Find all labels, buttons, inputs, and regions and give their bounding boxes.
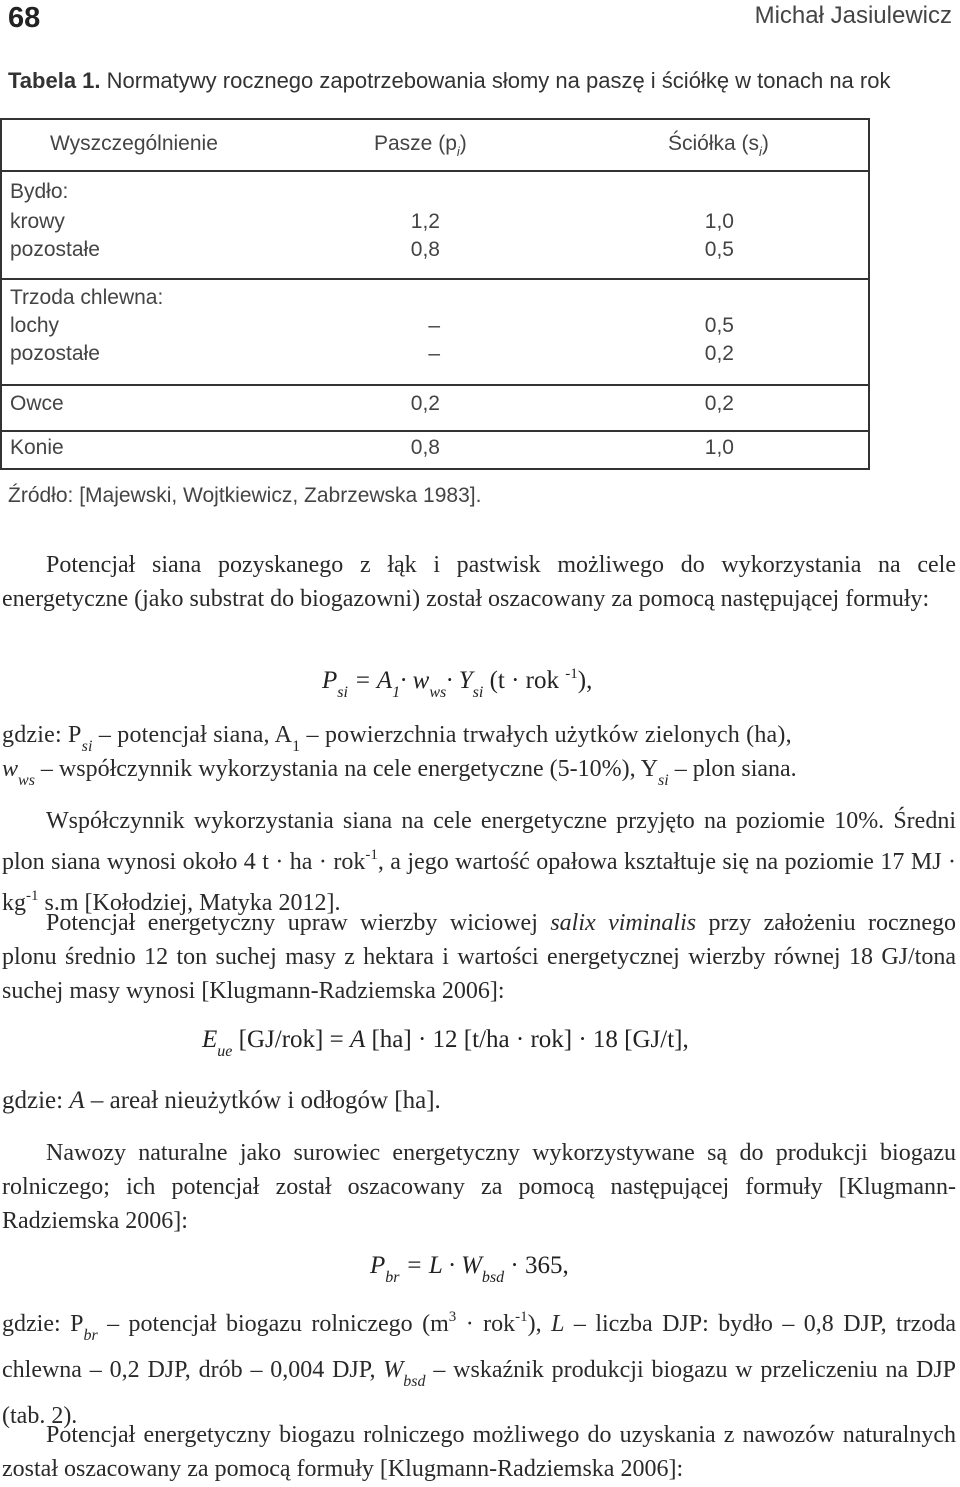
- formula-hay: $P_{si} = A_1\cdot w_{ws}\cdot Y_{si}$ (t · rok $^{-1}$),: [322, 666, 593, 701]
- cell-feed: –: [428, 342, 440, 365]
- formula-willow: $E_{ue}$ [GJ/rok] = A [ha] · 12 [t/ha · rok] · 18 [GJ/t],: [202, 1026, 689, 1060]
- table-row-sheep: [2, 384, 868, 432]
- table-caption-text: Normatywy rocznego zapotrzebowania słomy na paszę i ściółkę w tonach na rok: [106, 68, 891, 93]
- col-header-bedding: Ściółka $(s_i)$: [668, 132, 769, 159]
- table-label: Tabela 1.: [8, 68, 101, 93]
- straw-norms-table: [0, 118, 870, 470]
- table-caption: [8, 68, 890, 94]
- page-header: [0, 0, 960, 40]
- cell-feed: 0,8: [410, 436, 440, 459]
- cell-feed: 0,2: [410, 392, 440, 415]
- cell-feed: 0,8: [410, 238, 440, 261]
- running-author: Michał Jasiulewicz: [754, 2, 952, 29]
- paragraph-hay-yield: Współczynnik wykorzystania siana na cele energetyczne przyjęto na poziomie 10%. Średni plon siana wynosi około 4 t · ha · rok$^{-1}$, a jego wartość opałowa kształtuje się na poziomie 17 MJ · $kg^{-1}$ s.m [Kołodziej, Matyka 2012].: [2, 808, 956, 916]
- cell-bedding: 0,5: [704, 238, 734, 261]
- paragraph-biogas-potential: Potencjał energetyczny biogazu rolniczego możliwego do uzyskania z nawozów naturalnych został oszacowany za pomocą formuły [Klugmann-Radziemska 2006]:: [2, 1422, 956, 1482]
- row-label: Owce: [10, 392, 64, 415]
- paragraph-manure: Nawozy naturalne jako surowiec energetyczny wykorzystywane są do produkcji biogazu rolniczego; ich potencjał został oszacowany za pomocą następującej formuły [Klugmann-Radziemska 2006]:: [2, 1140, 956, 1234]
- where-biogas: gdzie: $P_{br}$ – potencjał biogazu rolniczego $(m^3 \cdot rok^{-1})$, L – liczba DJP: bydło – 0,8 DJP, trzoda chlewna – 0,2 DJP, drób – 0,004 DJP, $W_{bsd}$ – wskaźnik produkcji biogazu w przeliczeniu na DJP (tab. 2).: [2, 1309, 957, 1429]
- col-header-item: Wyszczególnienie: [50, 132, 218, 155]
- formula-biogas: $P_{br} = L \cdot W_{bsd} \cdot 365$,: [370, 1252, 569, 1286]
- row-label: krowy: [10, 210, 65, 233]
- row-label: Konie: [10, 436, 64, 459]
- where-hay-2: $w_{ws}$ – współczynnik wykorzystania na cele energetyczne (5-10%), $Y_{si}$ – plon siana.: [2, 756, 797, 789]
- cell-bedding: 0,2: [704, 392, 734, 415]
- where-hay-1: gdzie: $P_{si}$ – potencjał siana, $A_1$ – powierzchnia trwałych użytków zielonych (ha),: [2, 722, 792, 755]
- cell-feed: 1,2: [410, 210, 440, 233]
- table-group-pigs: [2, 278, 868, 386]
- table-row-horses: [2, 430, 868, 470]
- table-source: Źródło: [Majewski, Wojtkiewicz, Zabrzewska 1983].: [8, 484, 482, 507]
- row-label: pozostałe: [10, 238, 100, 261]
- paragraph-hay-intro: Potencjał siana pozyskanego z łąk i pastwisk możliwego do wykorzystania na cele energetyczne (jako substrat do biogazowni) został oszacowany za pomocą następującej formuły:: [2, 552, 956, 612]
- cell-bedding: 0,2: [704, 342, 734, 365]
- paragraph-willow: Potencjał energetyczny upraw wierzby wiciowej salix viminalis przy założeniu rocznego plonu średnio 12 ton suchej masy z hektara i wartości energetycznej wierzby równej 18 GJ/tona suchej masy wynosi [Klugmann-Radziemska 2006]:: [2, 910, 956, 1004]
- group-title: Bydło:: [10, 180, 69, 203]
- table-group-cattle: [2, 170, 868, 280]
- where-willow: gdzie: A – areał nieużytków i odłogów [ha].: [2, 1087, 441, 1114]
- row-label: pozostałe: [10, 342, 100, 365]
- page-number: 68: [8, 2, 41, 34]
- cell-feed: –: [428, 314, 440, 337]
- cell-bedding: 1,0: [704, 436, 734, 459]
- group-title: Trzoda chlewna:: [10, 286, 164, 309]
- row-label: lochy: [10, 314, 60, 337]
- cell-bedding: 0,5: [704, 314, 734, 337]
- cell-bedding: 1,0: [704, 210, 734, 233]
- col-header-feed: Pasze $(p_i)$: [374, 132, 467, 159]
